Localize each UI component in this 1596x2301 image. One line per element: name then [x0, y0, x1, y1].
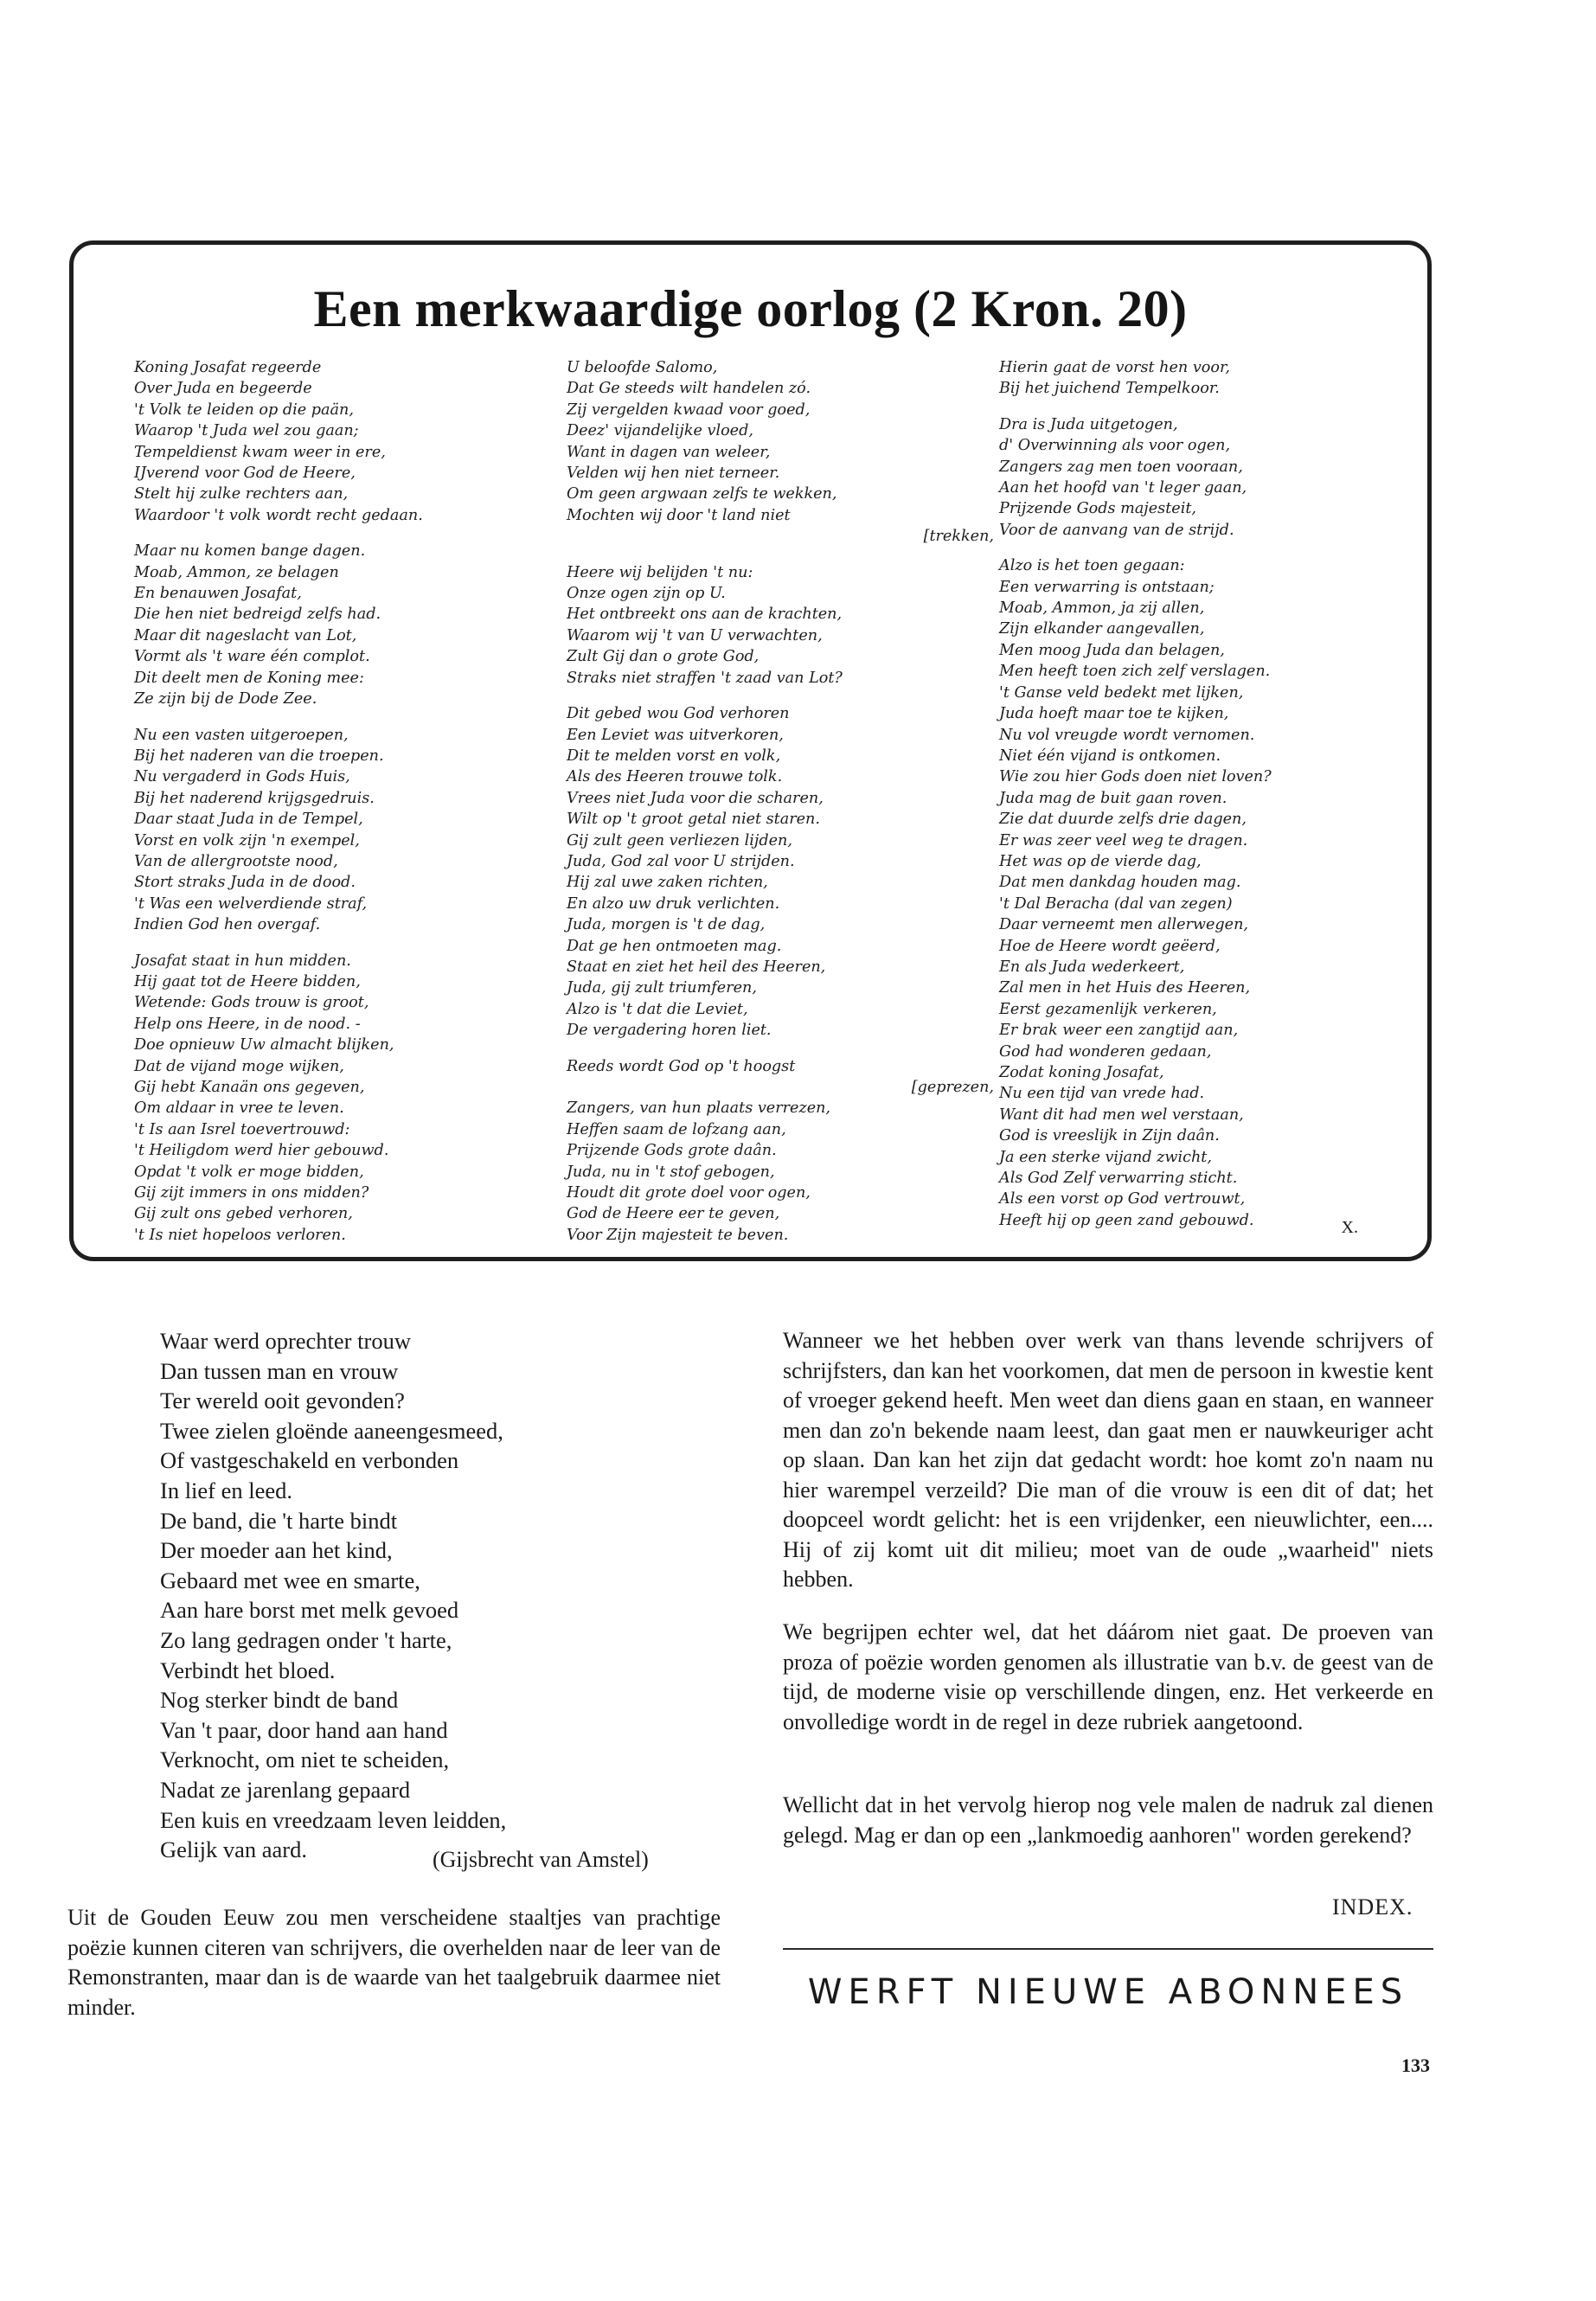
- poem-line: Hij gaat tot de Heere bidden,: [134, 972, 361, 990]
- poem-line: Bij het juichend Tempelkoor.: [999, 380, 1220, 398]
- poem-line: Vrees niet Juda voor die scharen,: [567, 789, 824, 807]
- poem-line: [trekken,: [923, 528, 994, 546]
- poem-stanza: [134, 951, 567, 1247]
- poem-line: Maar nu komen bange dagen.: [134, 542, 366, 561]
- lower-poem-line: Verbindt het bloed.: [160, 1657, 336, 1683]
- poem-line: Als een vorst op God vertrouwt,: [999, 1190, 1246, 1208]
- poem-line: Hoe de Heere wordt geëerd,: [999, 937, 1221, 955]
- left-paragraph: Uit de Gouden Eeuw zou men verscheidene staaltjes van prachtige poëzie kunnen citeren van schrijvers, die overhelden naar de leer van de Remonstranten, maar dan is de waarde van het taalgebruik daarmee niet minder.: [67, 1905, 721, 2020]
- lower-poem-line: Nog sterker bindt de band: [160, 1687, 399, 1714]
- poem-line: 't Volk te leiden op die paän,: [134, 401, 354, 419]
- poem-line: Dra is Juda uitgetogen,: [999, 415, 1178, 433]
- poem-line: Heere wij belijden 't nu:: [567, 563, 753, 581]
- poem-line: Zijn elkander aangevallen,: [999, 620, 1205, 638]
- poem-line: Juda, nu in 't stof gebogen,: [567, 1163, 775, 1181]
- poem-stanza: [999, 357, 1432, 400]
- poem-column-1: [134, 357, 567, 1260]
- lower-poem-line: Nadat ze jarenlang gepaard: [160, 1776, 411, 1803]
- poem-stanza: [567, 1056, 999, 1247]
- poem-line: Bij het naderen van die troepen.: [134, 747, 384, 765]
- poem-line: Wetende: Gods trouw is groot,: [134, 994, 369, 1012]
- poem-line: Velden wij hen niet terneer.: [567, 465, 780, 483]
- poem-line: En benauwen Josafat,: [134, 585, 302, 603]
- poem-line: Juda, God zal voor U strijden.: [567, 852, 795, 870]
- poem-line: En als Juda wederkeert,: [999, 958, 1185, 976]
- poem-line: Ze zijn bij de Dode Zee.: [134, 690, 317, 708]
- poem-line: Nu vol vreugde wordt vernomen.: [999, 726, 1255, 744]
- poem-line: Niet één vijand is ontkomen.: [999, 747, 1221, 765]
- poem-attribution: (Gijsbrecht van Amstel): [433, 1847, 649, 1872]
- poem-line: Alzo is 't dat die Leviet,: [567, 1000, 748, 1018]
- poem-line: Bij het naderend krijgsgedruis.: [134, 789, 375, 807]
- right-paragraph-3: Wellicht dat in het vervolg hierop nog vele malen de nadruk zal dienen gelegd. Mag er dan op een „lankmoedig aanhoren" worden gerekend?: [783, 1792, 1433, 1848]
- poem-line: Zodat koning Josafat,: [999, 1064, 1164, 1081]
- poem-line: Gij zult ons gebed verhoren,: [134, 1205, 353, 1223]
- poem-line: Indien God hen overgaf.: [134, 916, 321, 934]
- poem-line: Opdat 't volk er moge bidden,: [134, 1163, 364, 1181]
- poem-line: 't Ganse veld bedekt met lijken,: [999, 683, 1244, 702]
- poem-column-3: [999, 357, 1432, 1246]
- poem-line: Help ons Heere, in de nood. -: [134, 1015, 361, 1033]
- poem-line: Ja een sterke vijand zwicht,: [999, 1148, 1212, 1166]
- poem-line: Dit deelt men de Koning mee:: [134, 669, 364, 687]
- poem-line: Als des Heeren trouwe tolk.: [567, 768, 783, 786]
- poem-line: Gij zijt immers in ons midden?: [134, 1184, 369, 1202]
- poem-line: Houdt dit grote doel voor ogen,: [567, 1184, 811, 1202]
- lower-poem-line: Gelijk van aard.: [160, 1836, 307, 1863]
- poem-line: Over Juda en begeerde: [134, 380, 312, 398]
- poem-stanza: [567, 562, 999, 689]
- poem-stanza: [567, 703, 999, 1042]
- poem-line: Gij zult geen verliezen lijden,: [567, 831, 792, 849]
- lower-poem-line: Dan tussen man en vrouw: [160, 1357, 399, 1384]
- poem-line: Doe opnieuw Uw almacht blijken,: [134, 1036, 394, 1054]
- poem-line: Vorst en volk zijn 'n exempel,: [134, 831, 360, 849]
- lower-poem-line: Ter wereld ooit gevonden?: [160, 1388, 405, 1414]
- poem-line: Dit gebed wou God verhoren: [567, 705, 790, 723]
- poem-line: Maar dit nageslacht van Lot,: [134, 626, 357, 644]
- poem-line: Moab, Ammon, ze belagen: [134, 563, 339, 581]
- lower-poem-line: Van 't paar, door hand aan hand: [160, 1716, 448, 1743]
- poem-line: Zult Gij dan o grote God,: [567, 648, 760, 666]
- lower-poem-line: Zo lang gedragen onder 't harte,: [160, 1626, 452, 1653]
- poem-line: Want dit had men wel verstaan,: [999, 1106, 1244, 1124]
- lower-poem-line: Gebaard met wee en smarte,: [160, 1567, 420, 1593]
- poem-line: Hij zal uwe zaken richten,: [567, 874, 768, 892]
- poem-line: 't Heiligdom werd hier gebouwd.: [134, 1142, 389, 1160]
- poem-column-2: [567, 357, 999, 1260]
- poem-stanza: [134, 725, 567, 936]
- poem-line: Dat de vijand moge wijken,: [134, 1057, 344, 1075]
- poem-line: Koning Josafat regeerde: [134, 359, 322, 376]
- poem-line: Zangers, van hun plaats verrezen,: [567, 1099, 831, 1118]
- poem-line: God de Heere eer te geven,: [567, 1205, 780, 1223]
- poem-line: En alzo uw druk verlichten.: [567, 894, 780, 913]
- lower-poem-line: Der moeder aan het kind,: [160, 1537, 393, 1564]
- lower-poem-line: Een kuis en vreedzaam leven leidden,: [160, 1806, 507, 1833]
- poem-line: Onze ogen zijn op U.: [567, 585, 726, 603]
- poem-line: Vormt als 't ware één complot.: [134, 648, 370, 666]
- lower-poem-line: Of vastgeschakeld en verbonden: [160, 1447, 459, 1474]
- poem-line: Nu een tijd van vrede had.: [999, 1085, 1205, 1103]
- poem-stanza: [999, 555, 1432, 1231]
- poem-line: Een verwarring is ontstaan;: [999, 578, 1215, 596]
- poem-line: Van de allergrootste nood,: [134, 852, 338, 870]
- lower-poem-line: De band, die 't harte bindt: [160, 1507, 398, 1534]
- poem-line: Dat Ge steeds wilt handelen zó.: [567, 380, 811, 398]
- poem-line: Staat en ziet het heil des Heeren,: [567, 958, 826, 976]
- poem-line: Mochten wij door 't land niet: [567, 506, 791, 524]
- poem-line: Aan het hoofd van 't leger gaan,: [999, 479, 1247, 497]
- poem-line: Reeds wordt God op 't hoogst: [567, 1057, 796, 1075]
- poem-line: Heeft hij op geen zand gebouwd.: [999, 1211, 1254, 1229]
- poem-line: Om geen argwaan zelfs te wekken,: [567, 485, 837, 503]
- poem-line: Als God Zelf verwarring sticht.: [999, 1170, 1238, 1188]
- poem-line: Het ontbreekt ons aan de krachten,: [567, 606, 843, 624]
- lower-poem-line: Verknocht, om niet te scheiden,: [160, 1747, 450, 1773]
- poem-line: Prijzende Gods grote daân.: [567, 1142, 777, 1160]
- poem-line: Stelt hij zulke rechters aan,: [134, 485, 349, 503]
- divider-rule: [783, 1948, 1433, 1950]
- lower-poem-line: Twee zielen gloënde aaneengesmeed,: [160, 1417, 503, 1444]
- poem-line: Gij hebt Kanaän ons gegeven,: [134, 1079, 365, 1096]
- lower-poem-line: In lief en leed.: [160, 1477, 293, 1503]
- poem-line: Juda, morgen is 't de dag,: [567, 916, 766, 934]
- poem-line: Er brak weer een zangtijd aan,: [999, 1022, 1239, 1040]
- poem-line: Prijzende Gods majesteit,: [999, 500, 1196, 518]
- poem-line: Heffen saam de lofzang aan,: [567, 1120, 786, 1138]
- poem-line: Waardoor 't volk wordt recht gedaan.: [134, 506, 423, 524]
- poem-line: Om aldaar in vree te leven.: [134, 1099, 344, 1118]
- subscription-banner: WERFT NIEUWE ABONNEES: [807, 1972, 1409, 2012]
- poem-line: Stort straks Juda in de dood.: [134, 874, 356, 892]
- poem-line: IJverend voor God de Heere,: [134, 465, 356, 483]
- poem-line: d' Overwinning als voor ogen,: [999, 437, 1231, 455]
- poem-line: Want in dagen van weleer,: [567, 443, 771, 461]
- poem-line: Waarom wij 't van U verwachten,: [567, 626, 823, 644]
- poem-line: Dat men dankdag houden mag.: [999, 874, 1241, 892]
- poem-stanza: [134, 541, 567, 709]
- poem-stanza: [567, 357, 999, 548]
- poem-line: Nu een vasten uitgeroepen,: [134, 726, 349, 744]
- poem-signature: X.: [1341, 1218, 1358, 1237]
- poem-line: 't Was een welverdiende straf,: [134, 894, 368, 913]
- poem-line: Nu vergaderd in Gods Huis,: [134, 768, 350, 786]
- poem-line: 't Is niet hopeloos verloren.: [134, 1226, 346, 1244]
- poem-line: Voor Zijn majesteit te beven.: [567, 1226, 789, 1244]
- boxed-poem-frame: [69, 240, 1432, 1261]
- poem-line: Dit te melden vorst en volk,: [567, 747, 781, 765]
- poem-line: Eerst gezamenlijk verkeren,: [999, 1000, 1217, 1018]
- poem-line: Dat ge hen ontmoeten mag.: [567, 937, 782, 955]
- poem-line: Een Leviet was uitverkoren,: [567, 726, 784, 744]
- lower-poem: [160, 1326, 714, 1865]
- poem-stanza: [999, 414, 1432, 541]
- right-paragraph-1: Wanneer we het hebben over werk van thans levende schrijvers of schrijfsters, dan kan het voorkomen, dat men de persoon in kwestie kent of vroeger gekend heeft. Men weet dan diens gaan en staan, en wanneer men dan zo'n bekende naam leest, dan gaat men er nauwkeuriger acht op slaan. Dan kan het zijn dat gedacht wordt: hoe komt zo'n naam nu hier warempel verzeild? Die man of die vrouw is een dit of dat; het doopceel wordt gelicht: het is een vrijdenker, een nieuwlichter, een.... Hij of zij komt uit dit milieu; moet van de oude „waarheid" niets hebben.: [783, 1328, 1433, 1592]
- poem-line: 't Dal Beracha (dal van zegen): [999, 894, 1233, 913]
- poem-title: Een merkwaardige oorlog (2 Kron. 20): [313, 280, 1188, 337]
- poem-line: Wilt op 't groot getal niet staren.: [567, 811, 820, 829]
- poem-line: Men moog Juda dan belagen,: [999, 641, 1225, 659]
- lower-poem-line: Aan hare borst met melk gevoed: [160, 1597, 459, 1624]
- poem-line: Daar staat Juda in de Tempel,: [134, 811, 363, 829]
- poem-line: God had wonderen gedaan,: [999, 1042, 1212, 1061]
- poem-line: Zangers zag men toen vooraan,: [999, 458, 1243, 476]
- poem-line: De vergadering horen liet.: [567, 1022, 772, 1040]
- page-number: 133: [1401, 2054, 1430, 2076]
- poem-stanza: [134, 357, 567, 526]
- poem-line: God is vreeslijk in Zijn daân.: [999, 1127, 1220, 1145]
- poem-line: Alzo is het toen gegaan:: [999, 557, 1185, 575]
- lower-poem-line: Waar werd oprechter trouw: [160, 1328, 411, 1354]
- poem-line: Moab, Ammon, ja zij allen,: [999, 599, 1205, 618]
- poem-line: Daar verneemt men allerwegen,: [999, 916, 1249, 934]
- poem-line: [geprezen,: [911, 1079, 994, 1096]
- poem-line: Straks niet straffen 't zaad van Lot?: [567, 669, 843, 687]
- right-paragraph-2: We begrijpen echter wel, dat het dáárom niet gaat. De proeven van proza of poëzie worden genomen als illustratie van b.v. de geest van de tijd, de moderne visie op verschillende dingen, enz. Het verkeerde en onvolledige wordt in de regel in deze rubriek aangetoond.: [783, 1619, 1433, 1734]
- poem-line: Deez' vijandelijke vloed,: [567, 422, 753, 440]
- poem-line: Men heeft toen zich zelf verslagen.: [999, 663, 1271, 681]
- poem-line: Tempeldienst kwam weer in ere,: [134, 443, 386, 461]
- poem-line: Wie zou hier Gods doen niet loven?: [999, 768, 1272, 786]
- poem-line: Zie dat duurde zelfs drie dagen,: [999, 811, 1247, 829]
- poem-line: Juda mag de buit gaan roven.: [999, 789, 1227, 807]
- poem-line: Juda, gij zult triumferen,: [567, 979, 757, 997]
- poem-line: Juda hoeft maar toe te kijken,: [999, 705, 1229, 723]
- poem-line: Zal men in het Huis des Heeren,: [999, 979, 1251, 997]
- poem-line: Voor de aanvang van de strijd.: [999, 521, 1234, 539]
- poem-line: Die hen niet bedreigd zelfs had.: [134, 606, 381, 624]
- poem-line: Josafat staat in hun midden.: [134, 952, 351, 970]
- poem-line: Het was op de vierde dag,: [999, 852, 1202, 870]
- index-signature: INDEX.: [1332, 1894, 1413, 1920]
- poem-line: Zij vergelden kwaad voor goed,: [567, 401, 811, 419]
- poem-line: 't Is aan Isrel toevertrouwd:: [134, 1120, 350, 1138]
- poem-line: Hierin gaat de vorst hen voor,: [999, 359, 1231, 376]
- poem-line: U beloofde Salomo,: [567, 359, 718, 376]
- poem-line: Waarop 't Juda wel zou gaan;: [134, 422, 359, 440]
- poem-line: Er was zeer veel weg te dragen.: [999, 831, 1248, 849]
